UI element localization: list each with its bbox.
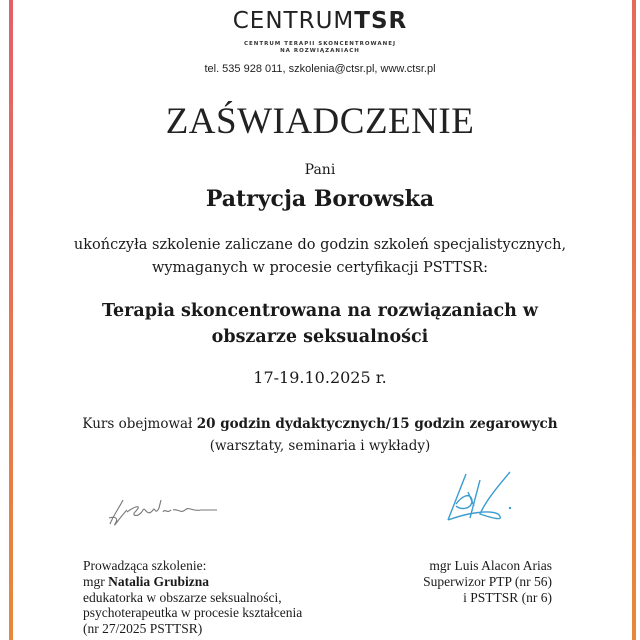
recipient-name: Patrycja Borowska — [205, 186, 435, 212]
hours-note: (warsztaty, seminaria i wykłady) — [209, 438, 431, 454]
logo — [0, 8, 640, 34]
right-signatory — [423, 558, 552, 605]
signatory-name: mgr Luis Alacon Arias — [429, 558, 552, 573]
logo-text-light: CENTRUM — [232, 8, 355, 34]
hours-prefix: Kurs obejmował — [82, 416, 197, 432]
signatory-title: mgr — [83, 573, 109, 589]
signatory-description: (nr 27/2025 PSTTSR) — [83, 621, 203, 637]
contact-info: tel. 535 928 011, szkolenia@ctsr.pl, www.ctsr.pl — [204, 63, 436, 75]
signature-right — [440, 470, 520, 526]
course-title-line: obszarze seksualności — [211, 327, 429, 347]
statement-line: wymaganych w procesie certyfikacji PSTTSR: — [151, 260, 489, 276]
certificate-title: ZAŚWIADCZENIE — [165, 101, 475, 142]
statement-line: ukończyła szkolenie zaliczane do godzin szkoleń specjalistycznych, — [73, 237, 567, 253]
signatory-role: Prowadząca szkolenie: — [83, 558, 207, 573]
course-title-line: Terapia skoncentrowana na rozwiązaniach w — [101, 301, 538, 321]
logo-subtitle-line-1: CENTRUM TERAPII SKONCENTROWANEJ — [243, 41, 397, 47]
signatory-description: edukatorka w obszarze seksualności, — [83, 589, 282, 605]
logo-text-bold: TSR — [354, 8, 408, 34]
statement — [0, 234, 640, 280]
hours-value: 20 godzin dydaktycznych/15 godzin zegarowych — [196, 416, 558, 432]
signatory-description: psychoterapeutka w procesie kształcenia — [83, 605, 303, 621]
signature-left — [105, 488, 225, 530]
logo-subtitle — [0, 41, 640, 55]
signatory-description: Superwizor PTP (nr 56) — [423, 573, 552, 589]
logo-subtitle-line-2: NA ROZWIĄZANIACH — [280, 48, 360, 54]
left-signatory — [83, 558, 302, 637]
signatory-name: Natalia Grubizna — [108, 573, 210, 589]
course-date: 17-19.10.2025 r. — [253, 368, 387, 387]
course-title — [0, 298, 640, 350]
course-hours — [0, 413, 640, 457]
signatory-description: i PSTTSR (nr 6) — [463, 589, 552, 605]
salutation: Pani — [304, 162, 336, 178]
